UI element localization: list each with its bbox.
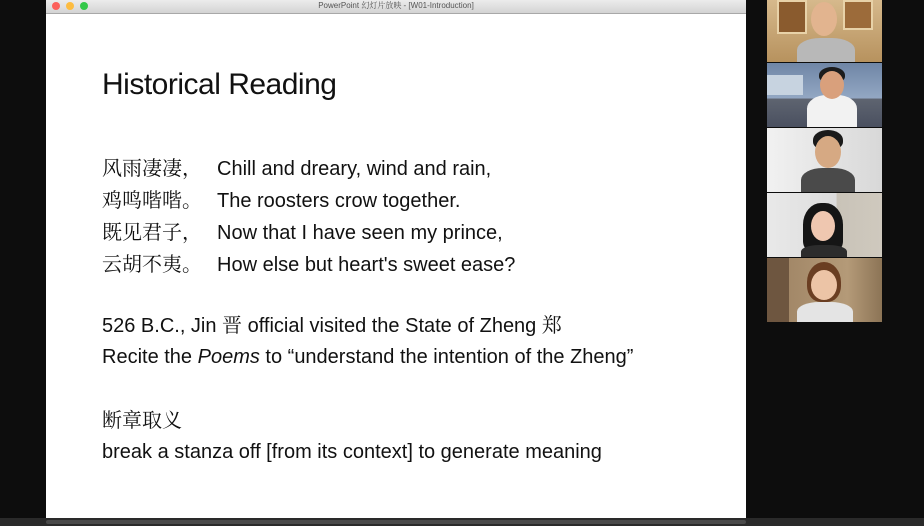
poem-line xyxy=(102,185,515,217)
participant-body xyxy=(801,245,847,257)
history-note xyxy=(102,311,633,373)
poems-italic-text: Poems xyxy=(197,346,260,368)
participant-face xyxy=(820,71,844,99)
participant-body xyxy=(797,38,855,62)
history-text: to “understand the intention of the Zheng” xyxy=(259,346,634,368)
horizontal-scrollbar[interactable] xyxy=(46,520,746,524)
window-title: PowerPoint 幻灯片放映 - [W01-Introduction] xyxy=(318,1,474,10)
presentation-slide[interactable] xyxy=(46,14,746,518)
poem-line-chinese: 云胡不夷。 xyxy=(102,254,202,276)
poem-line-english: Chill and dreary, wind and rain, xyxy=(217,158,492,180)
term-definition xyxy=(102,406,602,468)
participant-video-tile[interactable] xyxy=(767,258,882,322)
history-note-line: 526 B.C., Jin 晋 official visited the State of Zheng 郑 xyxy=(102,315,562,337)
poem-line-chinese: 风雨凄凄， xyxy=(102,158,202,180)
door-frame xyxy=(767,258,789,322)
participant-body xyxy=(807,95,857,127)
poem-block xyxy=(102,153,515,281)
poem-line xyxy=(102,249,515,281)
participant-face xyxy=(815,136,841,168)
wall-picture xyxy=(843,0,873,30)
participant-video-tile[interactable] xyxy=(767,193,882,257)
poem-line-chinese: 鸡鸣喈喈。 xyxy=(102,190,202,212)
poem-line xyxy=(102,153,515,185)
history-note-line xyxy=(102,342,633,373)
participant-video-tile[interactable] xyxy=(767,63,882,127)
history-text: Recite the xyxy=(102,346,198,368)
participant-body xyxy=(797,302,853,322)
poem-line-english: How else but heart's sweet ease? xyxy=(217,254,516,276)
term-english: break a stanza off [from its context] to generate meaning xyxy=(102,441,602,463)
slide-title: Historical Reading xyxy=(102,68,337,101)
participant-face xyxy=(811,270,837,300)
wall-picture xyxy=(777,0,807,34)
participant-video-tile[interactable] xyxy=(767,128,882,192)
poem-line-english: Now that I have seen my prince, xyxy=(217,222,503,244)
term-chinese: 断章取义 xyxy=(102,410,182,432)
participant-video-tile[interactable] xyxy=(767,0,882,62)
window-title-bar xyxy=(46,0,746,14)
poem-line-english: The roosters crow together. xyxy=(217,190,461,212)
participant-face xyxy=(811,211,835,241)
participant-body xyxy=(801,168,855,192)
participant-face xyxy=(811,2,837,36)
poem-line xyxy=(102,217,515,249)
bottom-scroll-strip xyxy=(0,518,924,526)
window-in-background xyxy=(767,75,803,95)
poem-line-chinese: 既见君子， xyxy=(102,222,202,244)
